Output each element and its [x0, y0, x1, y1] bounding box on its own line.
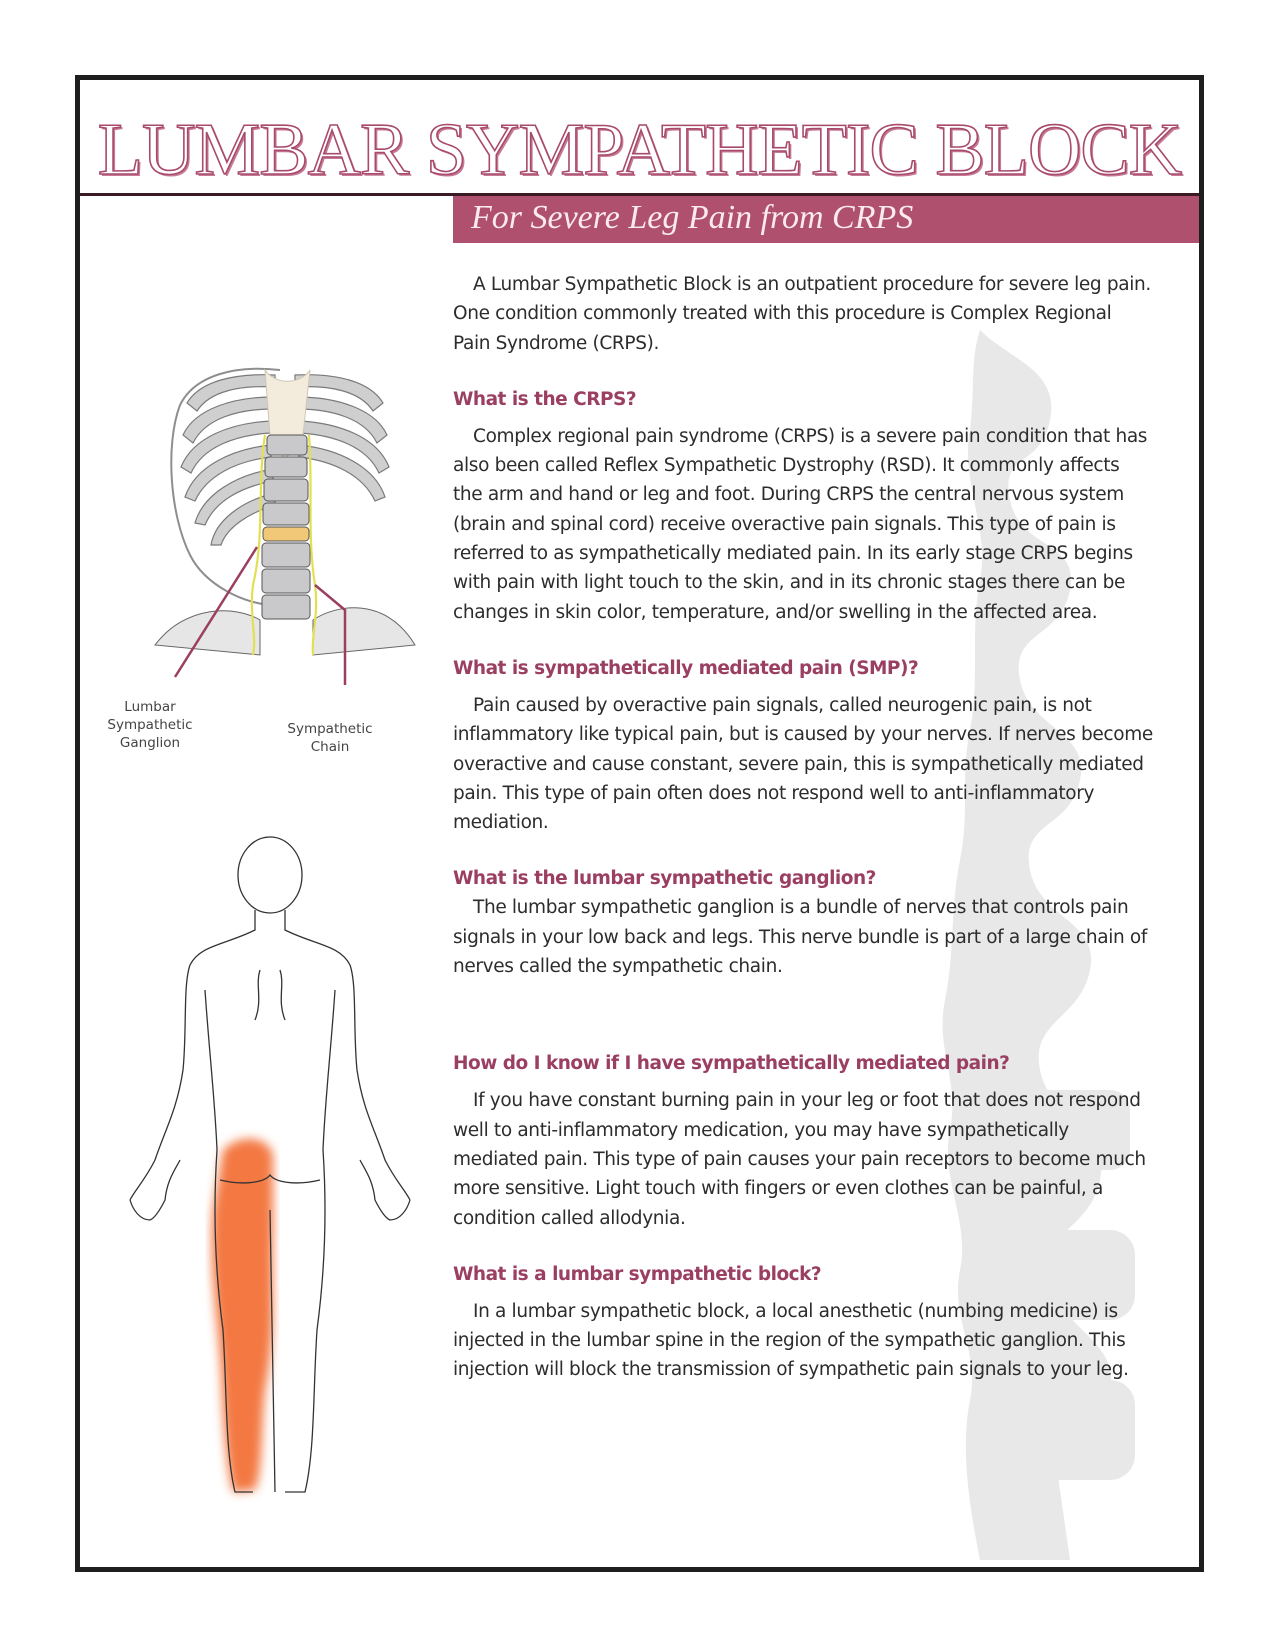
section-heading-how-know: How do I know if I have sympathetically mediated pain? — [453, 1053, 1010, 1075]
section-heading-ganglion: What is the lumbar sympathetic ganglion? — [453, 868, 876, 890]
section-body-ganglion: The lumbar sympathetic ganglion is a bundle of nerves that controls pain signals in your low back and legs. This nerve bundle is part of a large chain of nerves called the sympathetic chain. — [453, 897, 1148, 978]
section-body-block: In a lumbar sympathetic block, a local anesthetic (numbing medicine) is injected in the lumbar spine in the region of the sympathetic ganglion. This injection will block the transmission of sympathetic pain signals to your leg. — [453, 1300, 1129, 1381]
subtitle-banner — [453, 196, 1199, 243]
main-content — [453, 270, 1153, 1385]
intro-paragraph: A Lumbar Sympathetic Block is an outpatient procedure for severe leg pain. One condition commonly treated with this procedure is Complex Regional Pain Syndrome (CRPS). — [453, 274, 1151, 354]
section-body-crps: Complex regional pain syndrome (CRPS) is a severe pain condition that has also been called Reflex Sympathetic Dystrophy (RSD). It commonly affects the arm and hand or leg and foot. During CRPS the central nervous system (brain and spinal cord) receive overactive pain signals. This type of pain is referred to as sympathetically mediated pain. In its early stage CRPS begins with pain with light touch to the skin, and in its chronic stages there can be changes in skin color, temperature, and/or swelling in the affected area. — [453, 425, 1148, 623]
section-body-how-know: If you have constant burning pain in your leg or foot that does not respond well to anti-inflammatory medication, you may have sympathetically mediated pain. This type of pain causes your pain receptors to become much more sensitive. Light touch with fingers or even clothes can be painful, a condition called allodynia. — [453, 1090, 1146, 1229]
section-body-smp: Pain caused by overactive pain signals, called neurogenic pain, is not inflammatory like typical pain, but is caused by your nerves. If nerves become overactive and cause constant, severe pain, this is sympathetically mediated pain. This type of pain often does not respond well to anti-inflammatory mediation. — [453, 694, 1153, 834]
body-pain-illustration — [105, 770, 415, 1510]
spine-ribcage-illustration — [125, 285, 425, 685]
section-heading-smp: What is sympathetically mediated pain (SMP)? — [453, 657, 919, 679]
page-title: LUMBAR SYMPATHETIC BLOCK — [97, 109, 1182, 191]
section-heading-block: What is a lumbar sympathetic block? — [453, 1263, 822, 1285]
section-heading-crps: What is the CRPS? — [453, 388, 637, 410]
subtitle: For Severe Leg Pain from CRPS — [471, 199, 914, 236]
label-sympathetic-chain: Sympathetic Chain — [287, 721, 373, 755]
label-lumbar-sympathetic-ganglion: Lumbar Sympathetic Ganglion — [107, 699, 193, 751]
page-frame — [75, 75, 1204, 1572]
